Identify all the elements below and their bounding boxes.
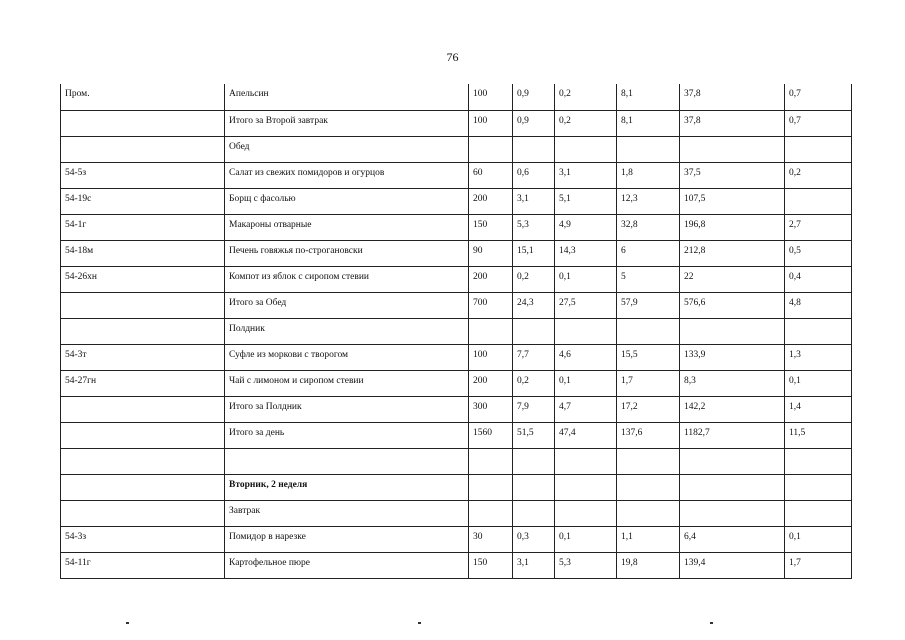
table-row xyxy=(61,240,852,266)
cell-vitamin-c: 0,7 xyxy=(785,84,852,110)
table-row xyxy=(61,162,852,188)
cell-dish-name: Компот из яблок с сиропом стевии xyxy=(225,266,469,292)
cell-vitamin-c: 1,4 xyxy=(785,396,852,422)
cell-code: 54-26хн xyxy=(61,266,225,292)
table-row xyxy=(61,188,852,214)
cell-energy: 22 xyxy=(680,266,785,292)
cell-dish-name: Итого за день xyxy=(225,422,469,448)
table-row xyxy=(61,448,852,474)
table-row xyxy=(61,552,852,578)
cell-protein: 51,5 xyxy=(513,422,555,448)
scan-artifact xyxy=(710,622,713,624)
cell-code xyxy=(61,500,225,526)
cell-dish-name: Итого за Обед xyxy=(225,292,469,318)
cell-vitamin-c: 0,1 xyxy=(785,526,852,552)
cell-dish-name: Борщ с фасолью xyxy=(225,188,469,214)
cell-code xyxy=(61,292,225,318)
cell-code: 54-18м xyxy=(61,240,225,266)
cell-dish-name: Помидор в нарезке xyxy=(225,526,469,552)
cell-dish-name: Итого за Полдник xyxy=(225,396,469,422)
cell-protein: 7,9 xyxy=(513,396,555,422)
cell-weight: 100 xyxy=(469,344,513,370)
cell-vitamin-c xyxy=(785,318,852,344)
cell-code: 54-5з xyxy=(61,162,225,188)
table-row xyxy=(61,136,852,162)
cell-code xyxy=(61,422,225,448)
cell-fat: 0,1 xyxy=(555,370,617,396)
cell-weight: 150 xyxy=(469,552,513,578)
cell-weight: 90 xyxy=(469,240,513,266)
cell-weight: 150 xyxy=(469,214,513,240)
cell-code xyxy=(61,136,225,162)
table-row xyxy=(61,500,852,526)
cell-fat: 14,3 xyxy=(555,240,617,266)
cell-protein: 24,3 xyxy=(513,292,555,318)
cell-vitamin-c: 1,3 xyxy=(785,344,852,370)
cell-carbs xyxy=(617,500,680,526)
cell-energy xyxy=(680,448,785,474)
cell-weight: 60 xyxy=(469,162,513,188)
page-number: 76 xyxy=(446,50,459,64)
cell-vitamin-c: 0,2 xyxy=(785,162,852,188)
cell-fat xyxy=(555,318,617,344)
cell-energy: 107,5 xyxy=(680,188,785,214)
cell-weight xyxy=(469,474,513,500)
scan-artifact xyxy=(126,622,129,624)
cell-protein: 3,1 xyxy=(513,552,555,578)
cell-energy: 196,8 xyxy=(680,214,785,240)
cell-protein: 0,2 xyxy=(513,266,555,292)
table-row xyxy=(61,422,852,448)
cell-code xyxy=(61,474,225,500)
table-row xyxy=(61,344,852,370)
cell-carbs xyxy=(617,318,680,344)
cell-fat: 0,1 xyxy=(555,266,617,292)
table-row xyxy=(61,526,852,552)
cell-vitamin-c xyxy=(785,188,852,214)
cell-code xyxy=(61,318,225,344)
cell-energy: 37,8 xyxy=(680,110,785,136)
cell-code xyxy=(61,110,225,136)
cell-carbs xyxy=(617,448,680,474)
cell-dish-name: Картофельное пюре xyxy=(225,552,469,578)
cell-fat xyxy=(555,136,617,162)
cell-weight: 100 xyxy=(469,84,513,110)
cell-code: 54-3з xyxy=(61,526,225,552)
cell-vitamin-c: 0,5 xyxy=(785,240,852,266)
cell-fat: 3,1 xyxy=(555,162,617,188)
cell-carbs: 1,8 xyxy=(617,162,680,188)
cell-carbs: 1,7 xyxy=(617,370,680,396)
table-row xyxy=(61,214,852,240)
cell-carbs xyxy=(617,474,680,500)
cell-protein: 0,9 xyxy=(513,110,555,136)
menu-table xyxy=(60,84,852,579)
cell-protein xyxy=(513,474,555,500)
cell-dish-name: Итого за Второй завтрак xyxy=(225,110,469,136)
cell-energy: 37,8 xyxy=(680,84,785,110)
cell-dish-name xyxy=(225,448,469,474)
cell-vitamin-c: 1,7 xyxy=(785,552,852,578)
cell-fat: 0,2 xyxy=(555,84,617,110)
cell-code: Пром. xyxy=(61,84,225,110)
cell-code xyxy=(61,448,225,474)
cell-energy xyxy=(680,136,785,162)
cell-vitamin-c: 0,4 xyxy=(785,266,852,292)
cell-protein: 0,9 xyxy=(513,84,555,110)
cell-fat: 4,7 xyxy=(555,396,617,422)
cell-protein xyxy=(513,448,555,474)
table-row xyxy=(61,266,852,292)
cell-fat: 27,5 xyxy=(555,292,617,318)
cell-protein: 3,1 xyxy=(513,188,555,214)
cell-dish-name: Полдник xyxy=(225,318,469,344)
table-row xyxy=(61,84,852,110)
cell-carbs xyxy=(617,136,680,162)
cell-fat: 5,3 xyxy=(555,552,617,578)
cell-protein: 0,2 xyxy=(513,370,555,396)
cell-carbs: 137,6 xyxy=(617,422,680,448)
cell-protein: 5,3 xyxy=(513,214,555,240)
table-row xyxy=(61,474,852,500)
cell-protein: 0,3 xyxy=(513,526,555,552)
cell-weight: 300 xyxy=(469,396,513,422)
cell-vitamin-c xyxy=(785,448,852,474)
cell-dish-name: Вторник, 2 неделя xyxy=(225,474,469,500)
cell-dish-name: Завтрак xyxy=(225,500,469,526)
cell-protein xyxy=(513,500,555,526)
cell-fat xyxy=(555,500,617,526)
cell-carbs: 19,8 xyxy=(617,552,680,578)
cell-energy: 37,5 xyxy=(680,162,785,188)
cell-dish-name: Суфле из моркови с творогом xyxy=(225,344,469,370)
cell-carbs: 17,2 xyxy=(617,396,680,422)
cell-dish-name: Обед xyxy=(225,136,469,162)
cell-code: 54-19с xyxy=(61,188,225,214)
cell-carbs: 12,3 xyxy=(617,188,680,214)
cell-weight: 1560 xyxy=(469,422,513,448)
cell-protein xyxy=(513,318,555,344)
cell-code xyxy=(61,396,225,422)
cell-carbs: 57,9 xyxy=(617,292,680,318)
cell-weight xyxy=(469,318,513,344)
cell-dish-name: Салат из свежих помидоров и огурцов xyxy=(225,162,469,188)
cell-carbs: 6 xyxy=(617,240,680,266)
table-row xyxy=(61,292,852,318)
cell-protein xyxy=(513,136,555,162)
cell-energy: 133,9 xyxy=(680,344,785,370)
cell-weight: 100 xyxy=(469,110,513,136)
table-row xyxy=(61,110,852,136)
cell-carbs: 8,1 xyxy=(617,84,680,110)
cell-vitamin-c xyxy=(785,500,852,526)
table-row xyxy=(61,370,852,396)
table-row xyxy=(61,318,852,344)
cell-protein: 0,6 xyxy=(513,162,555,188)
cell-code: 54-11г xyxy=(61,552,225,578)
cell-fat: 0,2 xyxy=(555,110,617,136)
cell-vitamin-c: 0,7 xyxy=(785,110,852,136)
cell-weight: 200 xyxy=(469,188,513,214)
cell-code: 54-1г xyxy=(61,214,225,240)
cell-energy: 8,3 xyxy=(680,370,785,396)
cell-energy: 212,8 xyxy=(680,240,785,266)
cell-energy: 1182,7 xyxy=(680,422,785,448)
cell-weight: 200 xyxy=(469,370,513,396)
cell-vitamin-c xyxy=(785,474,852,500)
cell-carbs: 8,1 xyxy=(617,110,680,136)
cell-fat: 47,4 xyxy=(555,422,617,448)
cell-dish-name: Печень говяжья по-строгановски xyxy=(225,240,469,266)
cell-vitamin-c: 2,7 xyxy=(785,214,852,240)
cell-code: 54-3т xyxy=(61,344,225,370)
cell-carbs: 5 xyxy=(617,266,680,292)
cell-fat: 0,1 xyxy=(555,526,617,552)
cell-dish-name: Макароны отварные xyxy=(225,214,469,240)
cell-energy: 139,4 xyxy=(680,552,785,578)
cell-protein: 15,1 xyxy=(513,240,555,266)
cell-weight: 700 xyxy=(469,292,513,318)
cell-dish-name: Апельсин xyxy=(225,84,469,110)
cell-dish-name: Чай с лимоном и сиропом стевии xyxy=(225,370,469,396)
cell-weight: 30 xyxy=(469,526,513,552)
cell-energy xyxy=(680,500,785,526)
cell-carbs: 32,8 xyxy=(617,214,680,240)
cell-energy: 6,4 xyxy=(680,526,785,552)
cell-weight xyxy=(469,500,513,526)
cell-weight: 200 xyxy=(469,266,513,292)
table-row xyxy=(61,396,852,422)
cell-carbs: 15,5 xyxy=(617,344,680,370)
cell-fat xyxy=(555,474,617,500)
cell-energy xyxy=(680,474,785,500)
cell-energy: 576,6 xyxy=(680,292,785,318)
scan-artifact xyxy=(418,622,421,624)
cell-weight xyxy=(469,136,513,162)
cell-fat xyxy=(555,448,617,474)
cell-fat: 4,6 xyxy=(555,344,617,370)
cell-vitamin-c: 11,5 xyxy=(785,422,852,448)
cell-fat: 5,1 xyxy=(555,188,617,214)
cell-code: 54-27гн xyxy=(61,370,225,396)
cell-energy: 142,2 xyxy=(680,396,785,422)
cell-vitamin-c: 0,1 xyxy=(785,370,852,396)
cell-carbs: 1,1 xyxy=(617,526,680,552)
cell-vitamin-c xyxy=(785,136,852,162)
cell-protein: 7,7 xyxy=(513,344,555,370)
cell-weight xyxy=(469,448,513,474)
cell-fat: 4,9 xyxy=(555,214,617,240)
cell-vitamin-c: 4,8 xyxy=(785,292,852,318)
cell-energy xyxy=(680,318,785,344)
